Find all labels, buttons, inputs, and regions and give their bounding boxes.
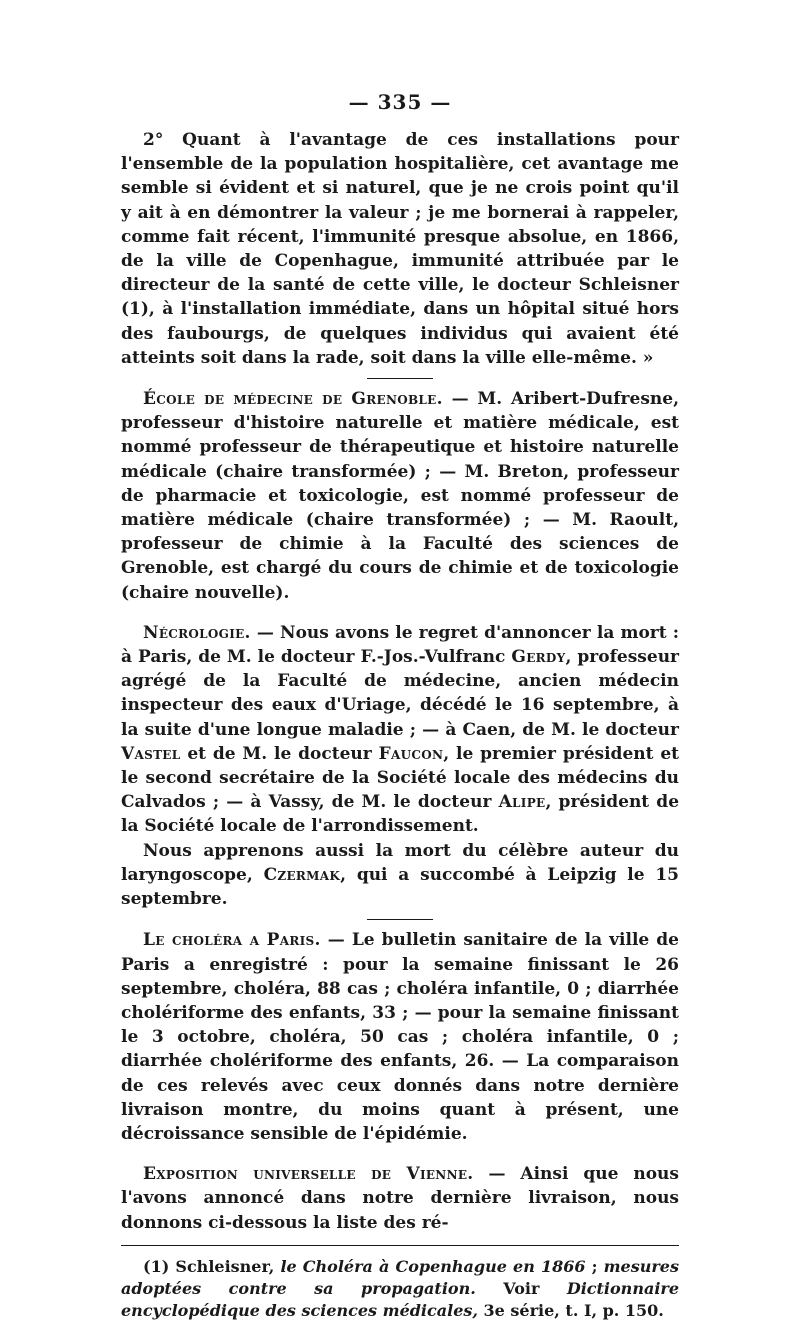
footnote-divider: [121, 1245, 679, 1246]
document-page: [121, 90, 679, 1322]
necrologie-text-3: et de M. le docteur: [180, 743, 379, 764]
footnote-marker: (1) Schleisner,: [143, 1256, 281, 1276]
person-name-gerdy: Gerdy: [511, 647, 566, 668]
paragraph-copenhague: 2° Quant à l'avantage de ces installations pour l'ensemble de la population hospitalière, cet avantage me semble si évident et si naturel, que je ne crois point qu'il y ait à en démontrer la valeur ; je me bornerai à rappeler, comme fait récent, l'immunité presque absolue, en 1866, de la ville de Copenhague, immunité attribuée par le directeur de la santé de cette ville, le docteur Schleisner (1), à l'installation immédiate, dans un hôpital situé hors des faubourgs, de quelques individus qui avaient été atteints soit dans la rade, soit dans la ville elle-même. »: [121, 130, 679, 368]
necrologie-text-2: , professeur agrégé de la Faculté de médecine, ancien médecin inspecteur des eaux d'Uriage, décédé le 16 septembre, à la suite d'une longue maladie ; — à Caen, de M. le docteur: [121, 647, 680, 740]
person-name-czermak: Czermak: [263, 864, 341, 885]
section-heading-exposition: Exposition universelle de Vienne.: [143, 1164, 474, 1185]
person-name-vastel: Vastel: [121, 743, 181, 764]
paragraph-cholera: [121, 928, 679, 1146]
grenoble-text: — M. Aribert-Dufresne, professeur d'histoire naturelle et matière médicale, est nommé professeur de thérapeutique et histoire naturelle médicale (chaire transformée) ; — M. Breton, professeur de pharmacie et toxicologie, est nommé professeur de matière médicale (chaire transformée) ; — M. Raoult, professeur de chimie à la Faculté des sciences de Grenoble, est chargé du cours de chimie et de toxicologie (chaire nouvelle).: [121, 389, 679, 603]
paragraph-grenoble: [121, 387, 679, 605]
person-name-faucon: Faucon: [378, 743, 444, 764]
section-heading-grenoble: École de médecine de Grenoble.: [143, 389, 443, 410]
footnote-sep: ;: [585, 1256, 604, 1276]
footnote-subtitle: mesures adoptées contre sa propagation.: [121, 1256, 679, 1298]
cholera-text: — Le bulletin sanitaire de la ville de Paris a enregistré : pour la semaine finissant le 26 septembre, choléra, 88 cas ; choléra infantile, 0 ; diarrhée cholériforme des enfants, 33 ; — pour la semaine finissant le 3 octobre, choléra, 50 cas ; choléra infantile, 0 ; diarrhée cholériforme des enfants, 26. — La comparaison de ces relevés avec ceux donnés dans notre dernière livraison montre, du moins quant à présent, une décroissance sensible de l'épidémie.: [121, 930, 679, 1144]
footnote-end: 3e série, t. I, p. 150.: [477, 1300, 664, 1320]
spacer: [121, 605, 679, 621]
section-divider: [367, 919, 433, 920]
section-divider: [367, 378, 433, 379]
czermak-text-2: , qui a succombé à Leipzig le 15 septembre.: [121, 864, 679, 910]
section-heading-necrologie: Nécrologie.: [143, 622, 251, 643]
footnote: [121, 1256, 679, 1322]
footnote-voir: Voir: [475, 1278, 567, 1298]
paragraph-necrologie: [121, 621, 679, 839]
footnote-dictionary: Dictionnaire encyclopédique des sciences médicales,: [121, 1278, 679, 1320]
paragraph-czermak: [121, 839, 679, 912]
spacer: [121, 1146, 679, 1162]
necrologie-text-1: — Nous avons le regret d'annoncer la mort : à Paris, de M. le docteur F.-Jos.-Vulfranc: [121, 622, 679, 668]
section-heading-cholera: Le choléra a Paris.: [143, 930, 321, 951]
necrologie-text-5: , président de la Société locale de l'arrondissement.: [121, 792, 680, 837]
paragraph-exposition: [121, 1162, 679, 1235]
necrologie-text-4: , le premier président et le second secrétaire de la Société locale des médecins du Calvados ; — à Vassy, de M. le docteur: [121, 743, 679, 813]
exposition-text: — Ainsi que nous l'avons annoncé dans notre dernière livraison, nous donnons ci-dessous la liste des ré-: [121, 1164, 679, 1233]
person-name-alipe: Alipe: [498, 792, 546, 813]
czermak-text-1: Nous apprenons aussi la mort du célèbre auteur du laryngoscope,: [121, 840, 679, 885]
page-number: — 335 —: [348, 90, 452, 114]
footnote-title: le Choléra à Copenhague en 1866: [280, 1256, 586, 1276]
